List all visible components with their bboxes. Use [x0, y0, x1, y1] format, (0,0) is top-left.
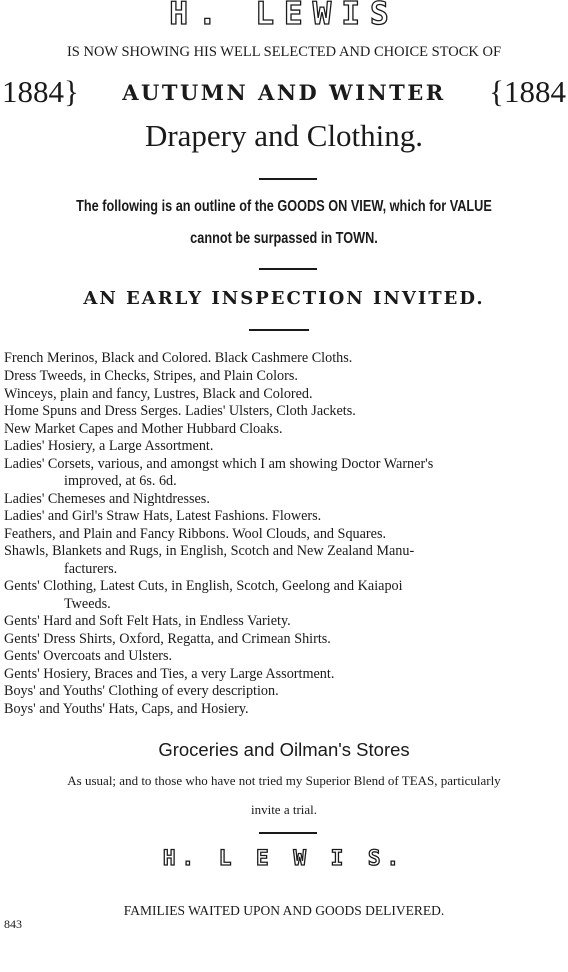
- list-item-continuation: Tweeds.: [64, 596, 111, 612]
- advertiser-name-header: H. LEWIS: [169, 0, 399, 32]
- tagline: IS NOW SHOWING HIS WELL SELECTED AND CHOICE STOCK OF: [66, 44, 502, 60]
- list-item: Ladies' Hosiery, a Large Assortment.: [4, 438, 214, 454]
- list-item: Gents' Clothing, Latest Cuts, in English, Scotch, Geelong and Kaiapoi: [4, 578, 403, 594]
- intro-line-1: The following is an outline of the GOODS ON VIEW, which for VALUE: [76, 198, 492, 215]
- list-item: Shawls, Blankets and Rugs, in English, Scotch and New Zealand Manu-: [4, 543, 415, 559]
- page-number: 843: [4, 917, 22, 931]
- list-item: Ladies' and Girl's Straw Hats, Latest Fashions. Flowers.: [4, 508, 322, 524]
- list-item: Gents' Hard and Soft Felt Hats, in Endless Variety.: [4, 613, 291, 629]
- list-item: Boys' and Youths' Hats, Caps, and Hosiery.: [4, 701, 249, 717]
- divider-1: [259, 178, 317, 180]
- list-item-continuation: facturers.: [64, 561, 118, 577]
- list-item: Winceys, plain and fancy, Lustres, Black and Colored.: [4, 386, 313, 402]
- year-left: 1884}: [2, 74, 79, 109]
- intro-line-2: cannot be surpassed in TOWN.: [190, 230, 378, 247]
- list-item: New Market Capes and Mother Hubbard Cloaks.: [4, 421, 283, 437]
- list-item: Boys' and Youths' Clothing of every description.: [4, 683, 279, 699]
- list-item: Ladies' Corsets, various, and amongst which I am showing Doctor Warner's: [4, 456, 434, 472]
- list-item: Gents' Dress Shirts, Oxford, Regatta, and Crimean Shirts.: [4, 631, 331, 647]
- list-item: Dress Tweeds, in Checks, Stripes, and Plain Colors.: [4, 368, 298, 384]
- list-item-continuation: improved, at 6s. 6d.: [64, 473, 177, 489]
- season-heading: AUTUMN AND WINTER: [122, 80, 446, 105]
- groceries-line-1: As usual; and to those who have not tried my Superior Blend of TEAS, particularly: [67, 773, 501, 788]
- divider-3: [249, 329, 309, 331]
- divider-4: [259, 832, 317, 834]
- year-right: {1884: [489, 74, 566, 109]
- list-item: Home Spuns and Dress Serges. Ladies' Ulsters, Cloth Jackets.: [4, 403, 356, 419]
- list-item: Gents' Hosiery, Braces and Ties, a very Large Assortment.: [4, 666, 335, 682]
- divider-2: [259, 268, 317, 270]
- advertiser-name-footer: H. L E W I S.: [162, 846, 406, 870]
- list-item: Ladies' Chemeses and Nightdresses.: [4, 491, 210, 507]
- groceries-heading: Groceries and Oilman's Stores: [158, 739, 410, 760]
- groceries-line-2: invite a trial.: [250, 802, 318, 817]
- delivery-notice: FAMILIES WAITED UPON AND GOODS DELIVERED.: [123, 903, 445, 918]
- inspection-heading: AN EARLY INSPECTION INVITED.: [83, 288, 485, 309]
- page-title: Drapery and Clothing.: [144, 118, 424, 153]
- list-item: Feathers, and Plain and Fancy Ribbons. Wool Clouds, and Squares.: [4, 526, 387, 542]
- list-item: Gents' Overcoats and Ulsters.: [4, 648, 173, 664]
- list-item: French Merinos, Black and Colored. Black Cashmere Cloths.: [4, 350, 353, 366]
